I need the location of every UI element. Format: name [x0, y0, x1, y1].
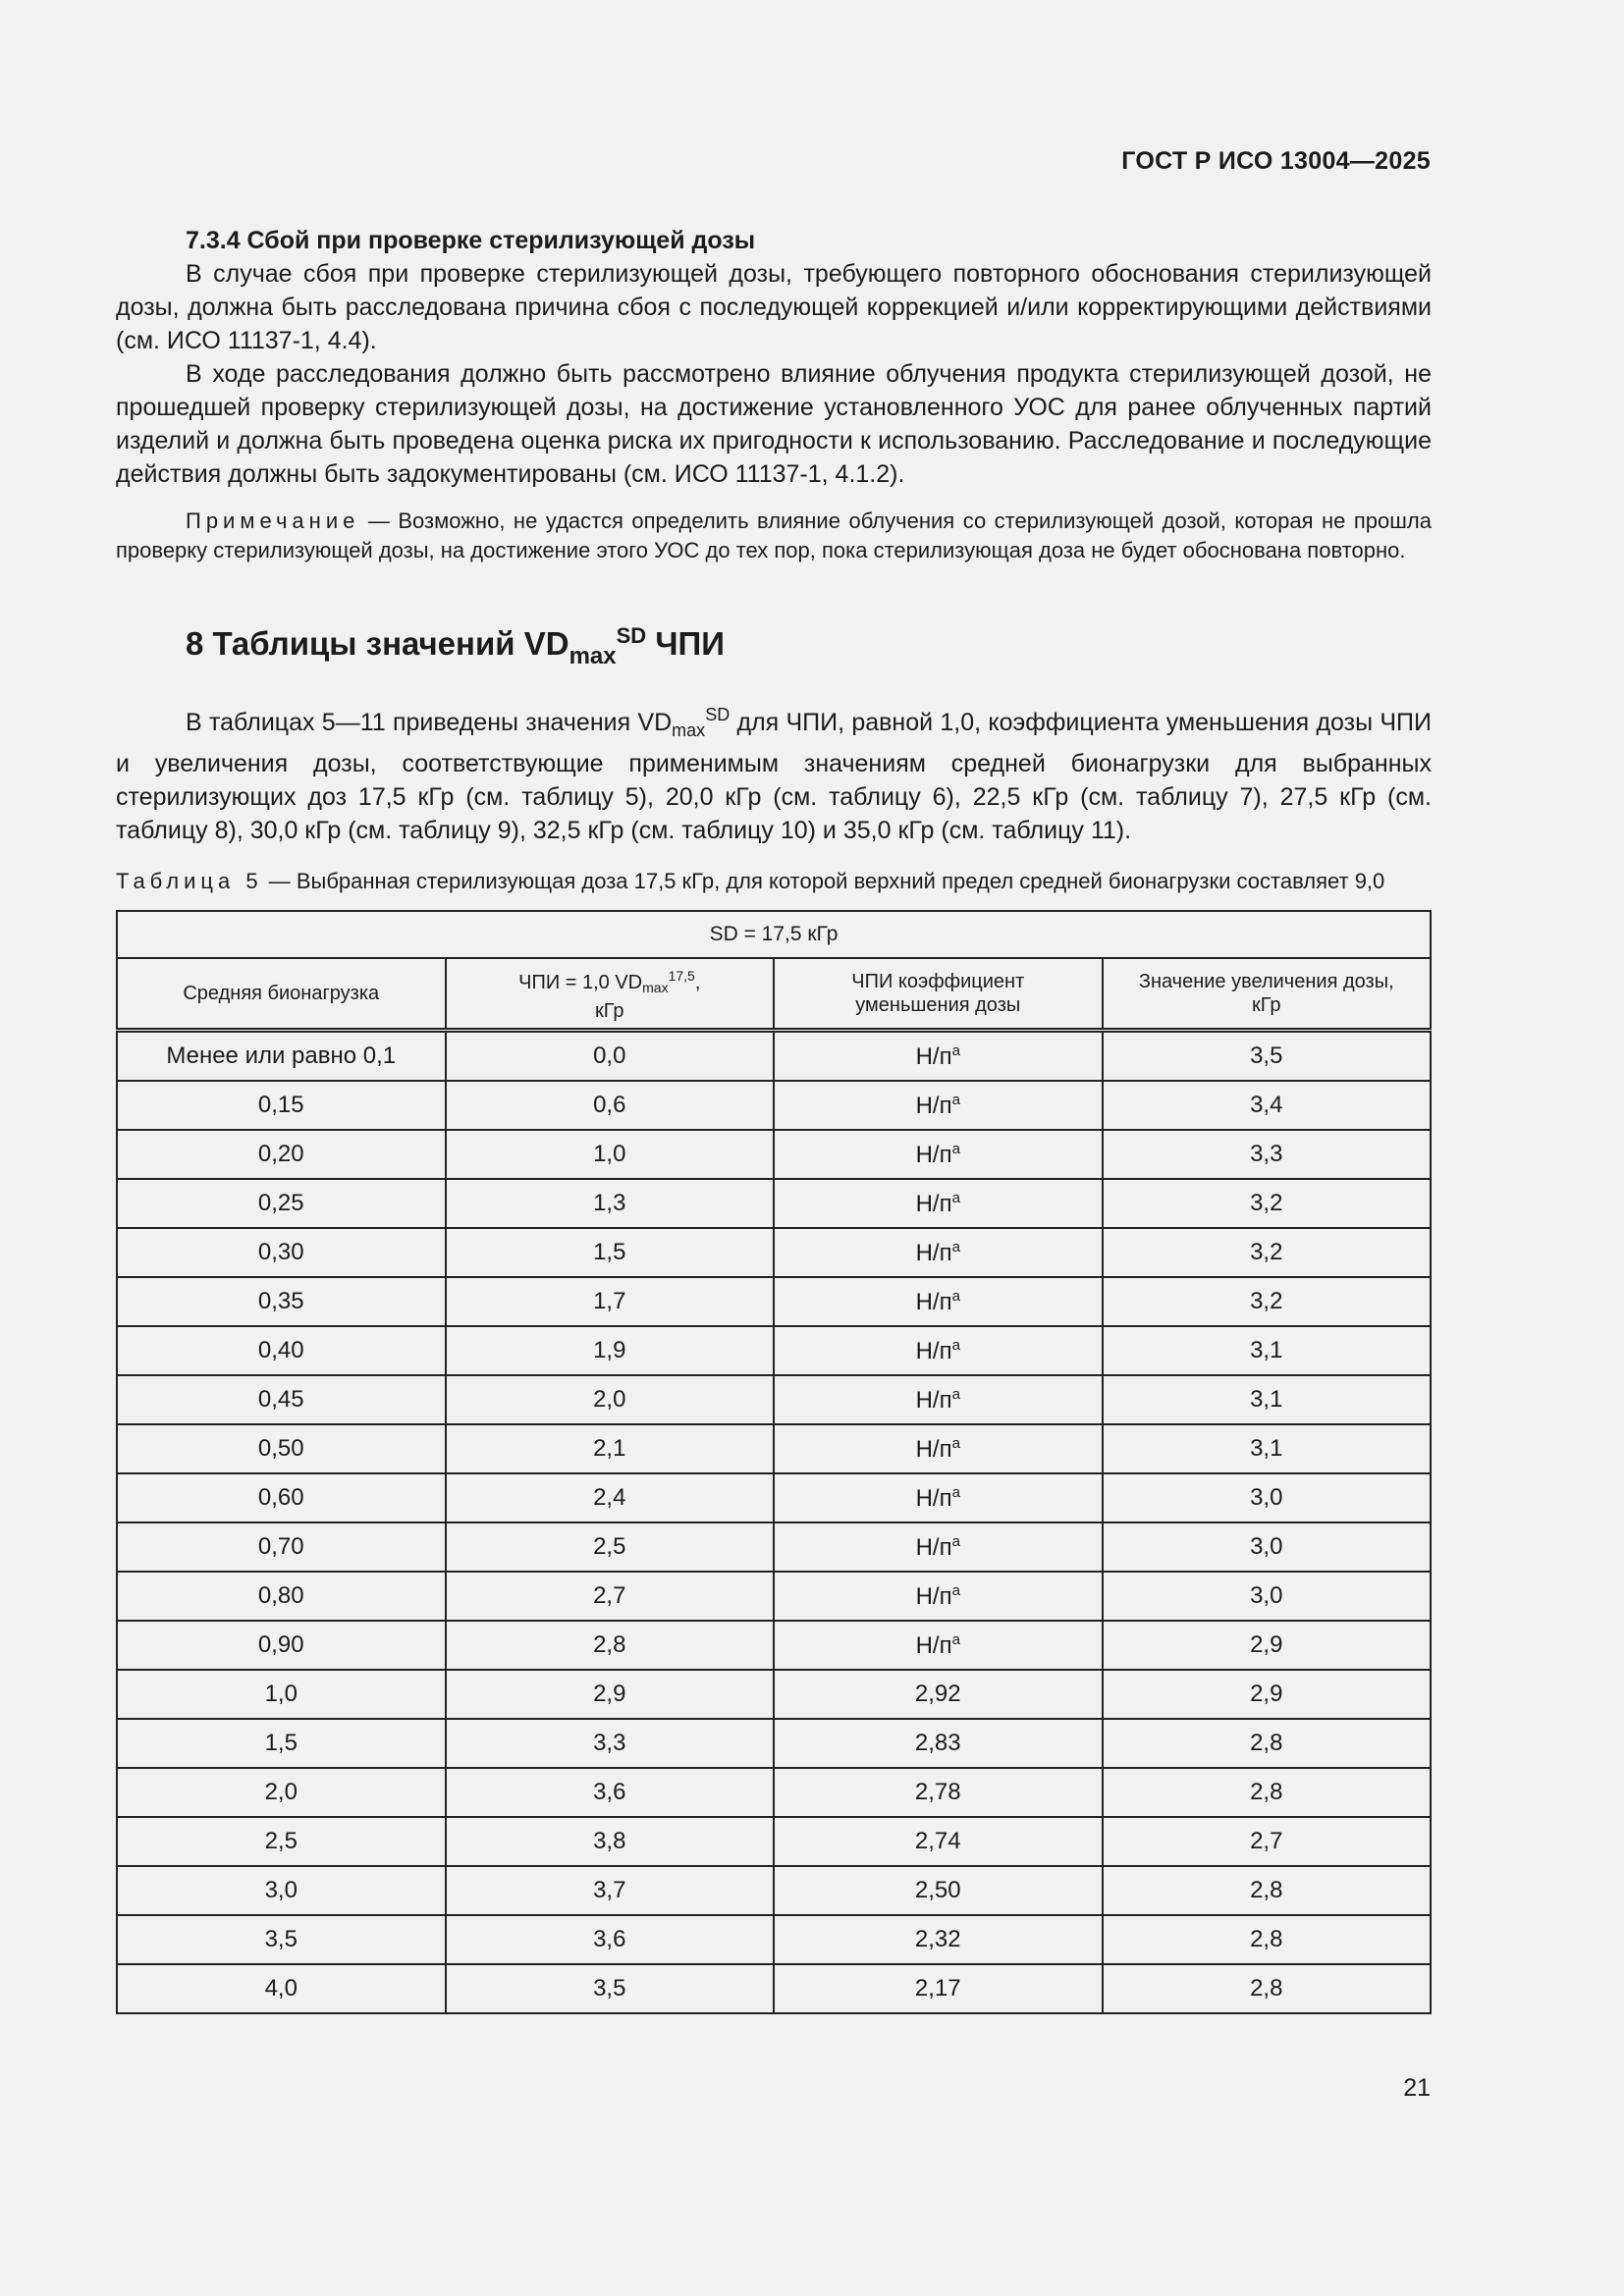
table-5-caption — [116, 867, 1432, 896]
table-row — [117, 1130, 1431, 1179]
table-sd-header: SD = 17,5 кГр — [117, 911, 1431, 958]
vdmax-cell — [446, 1572, 775, 1621]
section-8-heading — [186, 614, 1432, 678]
column-header-bioburden: Средняя бионагрузка — [117, 958, 446, 1031]
column-header-increase-line-1: Значение увеличения дозы, — [1138, 971, 1394, 992]
reduction-factor-cell — [774, 1473, 1103, 1522]
dose-increase-cell — [1103, 1179, 1432, 1228]
reduction-factor-cell-value: Н/п — [915, 1092, 952, 1119]
column-header-increase-line-2: кГр — [1251, 994, 1281, 1016]
dose-increase-cell — [1103, 1719, 1432, 1768]
dose-increase-cell — [1103, 1081, 1432, 1130]
bioburden-cell-value: 0,50 — [257, 1435, 304, 1462]
reduction-factor-cell — [774, 1719, 1103, 1768]
bioburden-cell-value: 2,0 — [264, 1779, 298, 1805]
reduction-factor-cell-value: 2,50 — [914, 1877, 961, 1903]
vdmax-cell-value: 3,5 — [593, 1975, 626, 2002]
table-caption-label: Таблица 5 — [116, 869, 263, 893]
section-8-paragraph-sub: max — [672, 721, 706, 740]
footnote-mark: a — [951, 1336, 960, 1354]
dose-increase-cell-value: 2,9 — [1250, 1681, 1283, 1707]
table-row — [117, 1375, 1431, 1424]
footnote-mark: a — [951, 1581, 960, 1599]
document-id-header: ГОСТ Р ИСО 13004—2025 — [1121, 147, 1431, 175]
bioburden-cell — [117, 1670, 446, 1719]
table-row — [117, 1326, 1431, 1375]
column-header-vdmax-sub: max — [642, 980, 669, 995]
reduction-factor-cell — [774, 1621, 1103, 1670]
dose-increase-cell — [1103, 1130, 1432, 1179]
vdmax-cell — [446, 1768, 775, 1817]
reduction-factor-cell-value: Н/п — [915, 1042, 952, 1070]
dose-increase-cell-value: 2,9 — [1250, 1631, 1283, 1658]
bioburden-cell — [117, 1572, 446, 1621]
dose-increase-cell — [1103, 1277, 1432, 1326]
reduction-factor-cell-value: 2,78 — [914, 1779, 961, 1805]
column-header-reduction-factor — [774, 958, 1103, 1031]
reduction-factor-cell-value: 2,32 — [914, 1926, 961, 1952]
bioburden-cell — [117, 1915, 446, 1964]
dose-increase-cell-value: 2,8 — [1250, 1877, 1283, 1903]
table-row — [117, 1964, 1431, 2013]
note-text: — Возможно, не удастся определить влияние облучения со стерилизующей дозой, которая не прошла проверку стерилизующей дозы, на достижение этого УОС до тех пор, пока стерилизующая доза не будет обоснована повторно. — [116, 508, 1432, 562]
bioburden-cell-value: 0,90 — [257, 1631, 304, 1658]
vdmax-cell — [446, 1817, 775, 1866]
dose-increase-cell-value: 3,0 — [1250, 1582, 1283, 1609]
vdmax-cell — [446, 1031, 775, 1082]
dose-increase-cell — [1103, 1473, 1432, 1522]
reduction-factor-cell-value: Н/п — [915, 1386, 952, 1414]
section-8-paragraph — [116, 698, 1432, 847]
reduction-factor-cell-value: 2,17 — [914, 1975, 961, 2002]
dose-increase-cell — [1103, 1228, 1432, 1277]
bioburden-cell-value: 4,0 — [264, 1975, 298, 2002]
bioburden-cell — [117, 1768, 446, 1817]
section-7-3-4-paragraph-1: В случае сбоя при проверке стерилизующей дозы, требующего повторного обоснования стерилизующей дозы, должна быть расследована причина сбоя с последующей коррекцией и/или корректирующими действиями (см. ИСО 11137-1, 4.4). — [116, 260, 1432, 354]
footnote-mark: a — [951, 1091, 960, 1108]
vdmax-cell-value: 2,8 — [593, 1631, 626, 1658]
page-number: 21 — [1403, 2074, 1431, 2102]
footnote-mark: a — [951, 1630, 960, 1648]
column-header-dose-increase — [1103, 958, 1432, 1031]
bioburden-cell — [117, 1179, 446, 1228]
footnote-mark: a — [951, 1532, 960, 1550]
reduction-factor-cell — [774, 1866, 1103, 1915]
section-8-heading-sub: max — [568, 643, 617, 669]
column-header-vdmax-suffix: , — [694, 972, 701, 993]
reduction-factor-cell — [774, 1179, 1103, 1228]
bioburden-cell — [117, 1130, 446, 1179]
reduction-factor-cell — [774, 1081, 1103, 1130]
reduction-factor-cell-value: Н/п — [915, 1337, 952, 1364]
vdmax-cell — [446, 1866, 775, 1915]
bioburden-cell-value: 2,5 — [264, 1828, 298, 1854]
bioburden-cell-value: 3,5 — [264, 1926, 298, 1952]
dose-increase-cell — [1103, 1031, 1432, 1082]
bioburden-cell — [117, 1964, 446, 2013]
reduction-factor-cell — [774, 1375, 1103, 1424]
reduction-factor-cell — [774, 1326, 1103, 1375]
reduction-factor-cell-value: Н/п — [915, 1582, 952, 1610]
table-row — [117, 1081, 1431, 1130]
table-row — [117, 1915, 1431, 1964]
table-row — [117, 1768, 1431, 1817]
vdmax-cell — [446, 1228, 775, 1277]
vdmax-cell — [446, 1326, 775, 1375]
table-row — [117, 1817, 1431, 1866]
vdmax-cell — [446, 1277, 775, 1326]
dose-increase-cell-value: 2,8 — [1250, 1926, 1283, 1952]
reduction-factor-cell — [774, 1572, 1103, 1621]
footnote-mark: a — [951, 1041, 960, 1059]
dose-increase-cell-value: 3,3 — [1250, 1141, 1283, 1167]
reduction-factor-cell — [774, 1915, 1103, 1964]
reduction-factor-cell-value: 2,74 — [914, 1828, 961, 1854]
dose-increase-cell-value: 3,1 — [1250, 1337, 1283, 1363]
section-7-3-4-heading: 7.3.4 Сбой при проверке стерилизующей дозы — [186, 227, 756, 254]
dose-increase-cell — [1103, 1572, 1432, 1621]
bioburden-cell — [117, 1866, 446, 1915]
reduction-factor-cell-value: Н/п — [915, 1533, 952, 1561]
table-row — [117, 1670, 1431, 1719]
vdmax-cell-value: 2,5 — [593, 1533, 626, 1560]
dose-increase-cell — [1103, 1522, 1432, 1572]
reduction-factor-cell-value: Н/п — [915, 1141, 952, 1168]
bioburden-cell — [117, 1522, 446, 1572]
vdmax-cell — [446, 1719, 775, 1768]
section-8-paragraph-sup: SD — [705, 705, 731, 724]
bioburden-cell-value: 0,70 — [257, 1533, 304, 1560]
table-row — [117, 1031, 1431, 1082]
dose-increase-cell-value: 3,1 — [1250, 1386, 1283, 1413]
reduction-factor-cell-value: 2,92 — [914, 1681, 961, 1707]
section-8-paragraph-suffix: для ЧПИ, равной 1,0, коэффициента уменьшения дозы ЧПИ и увеличения дозы, соответствующие применимым значениям средней бионагрузки для выбранных стерилизующих доз 17,5 кГр (см. таблицу 5), 20,0 кГр (см. таблицу 6), 22,5 кГр (см. таблицу 7), 27,5 кГр (см. таблицу 8), 30,0 кГр (см. таблицу 9), 32,5 кГр (см. таблицу 10) и 35,0 кГр (см. таблицу 11). — [116, 709, 1432, 844]
bioburden-cell-value: 0,15 — [257, 1092, 304, 1118]
dose-increase-cell-value: 3,2 — [1250, 1288, 1283, 1314]
reduction-factor-cell-value: Н/п — [915, 1190, 952, 1217]
reduction-factor-cell-value: Н/п — [915, 1484, 952, 1512]
note-label: Примечание — [186, 508, 360, 533]
column-header-vdmax — [446, 958, 775, 1031]
vdmax-cell-value: 0,6 — [593, 1092, 626, 1118]
section-8-heading-prefix: 8 Таблицы значений VD — [186, 625, 569, 662]
bioburden-cell — [117, 1424, 446, 1473]
dose-increase-cell — [1103, 1621, 1432, 1670]
reduction-factor-cell-value: Н/п — [915, 1435, 952, 1463]
bioburden-cell — [117, 1326, 446, 1375]
vdmax-cell — [446, 1473, 775, 1522]
dose-increase-cell — [1103, 1866, 1432, 1915]
bioburden-cell-value: 1,0 — [264, 1681, 298, 1707]
bioburden-cell-value: 0,40 — [257, 1337, 304, 1363]
dose-increase-cell — [1103, 1964, 1432, 2013]
bioburden-cell-value: 0,30 — [257, 1239, 304, 1265]
vdmax-cell-value: 2,1 — [593, 1435, 626, 1462]
reduction-factor-cell-value: Н/п — [915, 1631, 952, 1659]
vdmax-cell-value: 1,3 — [593, 1190, 626, 1216]
table-row — [117, 1866, 1431, 1915]
vdmax-cell-value: 1,9 — [593, 1337, 626, 1363]
table-row — [117, 1572, 1431, 1621]
column-header-vdmax-sup: 17,5 — [668, 968, 695, 984]
vdmax-cell — [446, 1179, 775, 1228]
dose-increase-cell-value: 3,2 — [1250, 1190, 1283, 1216]
dose-increase-cell-value: 3,4 — [1250, 1092, 1283, 1118]
vdmax-cell-value: 3,6 — [593, 1779, 626, 1805]
dose-increase-cell-value: 2,8 — [1250, 1975, 1283, 2002]
reduction-factor-cell — [774, 1130, 1103, 1179]
vdmax-cell-value: 3,6 — [593, 1926, 626, 1952]
dose-increase-cell — [1103, 1670, 1432, 1719]
vdmax-cell — [446, 1424, 775, 1473]
bioburden-cell — [117, 1375, 446, 1424]
dose-increase-cell-value: 2,7 — [1250, 1828, 1283, 1854]
vdmax-cell — [446, 1915, 775, 1964]
dose-increase-cell — [1103, 1768, 1432, 1817]
table-row — [117, 1179, 1431, 1228]
dose-increase-cell — [1103, 1424, 1432, 1473]
note — [116, 507, 1432, 565]
column-header-vdmax-prefix: ЧПИ = 1,0 VD — [518, 972, 643, 993]
footnote-mark: a — [951, 1434, 960, 1452]
vdmax-cell-value: 2,4 — [593, 1484, 626, 1511]
reduction-factor-cell-value: 2,83 — [914, 1730, 961, 1756]
dose-increase-cell-value: 3,0 — [1250, 1484, 1283, 1511]
dose-increase-cell-value: 2,8 — [1250, 1779, 1283, 1805]
footnote-mark: a — [951, 1189, 960, 1206]
bioburden-cell-value: 0,80 — [257, 1582, 304, 1609]
bioburden-cell-value: 0,60 — [257, 1484, 304, 1511]
vdmax-cell — [446, 1621, 775, 1670]
vdmax-cell — [446, 1130, 775, 1179]
bioburden-cell — [117, 1621, 446, 1670]
table-row — [117, 1277, 1431, 1326]
vdmax-cell — [446, 1522, 775, 1572]
table-row — [117, 1719, 1431, 1768]
bioburden-cell-value: 1,5 — [264, 1730, 298, 1756]
table-caption-text: — Выбранная стерилизующая доза 17,5 кГр, для которой верхний предел средней бионагрузки составляет 9,0 — [262, 869, 1385, 893]
table-row — [117, 1621, 1431, 1670]
reduction-factor-cell-value: Н/п — [915, 1239, 952, 1266]
section-8-heading-sup: SD — [616, 623, 647, 648]
vdmax-cell-value: 1,5 — [593, 1239, 626, 1265]
dose-increase-cell-value: 3,1 — [1250, 1435, 1283, 1462]
table-row — [117, 1424, 1431, 1473]
reduction-factor-cell — [774, 1277, 1103, 1326]
dose-increase-cell-value: 3,5 — [1250, 1042, 1283, 1069]
bioburden-cell-value: 0,35 — [257, 1288, 304, 1314]
dose-increase-cell-value: 3,0 — [1250, 1533, 1283, 1560]
vdmax-cell-value: 3,7 — [593, 1877, 626, 1903]
vdmax-cell — [446, 1375, 775, 1424]
bioburden-cell-value: Менее или равно 0,1 — [166, 1042, 397, 1069]
section-8-paragraph-prefix: В таблицах 5—11 приведены значения VD — [186, 709, 673, 736]
bioburden-cell — [117, 1228, 446, 1277]
table-body — [117, 1031, 1431, 2014]
column-header-vdmax-unit: кГр — [594, 1000, 624, 1022]
bioburden-cell — [117, 1817, 446, 1866]
vdmax-cell — [446, 1964, 775, 2013]
footnote-mark: a — [951, 1483, 960, 1501]
footnote-mark: a — [951, 1140, 960, 1157]
dose-increase-cell — [1103, 1326, 1432, 1375]
vdmax-cell — [446, 1081, 775, 1130]
footnote-mark: a — [951, 1385, 960, 1403]
section-8-heading-suffix: ЧПИ — [646, 625, 725, 662]
table-5 — [116, 910, 1432, 2014]
column-header-reduction-line-2: уменьшения дозы — [855, 994, 1021, 1016]
vdmax-cell-value: 1,7 — [593, 1288, 626, 1314]
bioburden-cell-value: 0,45 — [257, 1386, 304, 1413]
dose-increase-cell-value: 2,8 — [1250, 1730, 1283, 1756]
reduction-factor-cell — [774, 1964, 1103, 2013]
vdmax-cell-value: 2,9 — [593, 1681, 626, 1707]
reduction-factor-cell — [774, 1670, 1103, 1719]
table-row — [117, 1228, 1431, 1277]
page-content — [116, 224, 1432, 2014]
dose-increase-cell — [1103, 1817, 1432, 1866]
table-row — [117, 1473, 1431, 1522]
footnote-mark: a — [951, 1238, 960, 1255]
dose-increase-cell — [1103, 1915, 1432, 1964]
bioburden-cell — [117, 1277, 446, 1326]
bioburden-cell — [117, 1081, 446, 1130]
bioburden-cell-value: 3,0 — [264, 1877, 298, 1903]
vdmax-cell-value: 3,3 — [593, 1730, 626, 1756]
bioburden-cell — [117, 1473, 446, 1522]
vdmax-cell-value: 1,0 — [593, 1141, 626, 1167]
footnote-mark: a — [951, 1287, 960, 1305]
section-7-3-4-paragraph-2: В ходе расследования должно быть рассмотрено влияние облучения продукта стерилизующей дозой, не прошедшей проверку стерилизующей дозы, на достижение установленного УОС для ранее облученных партий изделий и должна быть проведена оценка риска их пригодности к использованию. Расследование и последующие действия должны быть задокументированы (см. ИСО 11137-1, 4.1.2). — [116, 360, 1432, 488]
table-row — [117, 1522, 1431, 1572]
bioburden-cell-value: 0,25 — [257, 1190, 304, 1216]
reduction-factor-cell — [774, 1817, 1103, 1866]
vdmax-cell-value: 0,0 — [593, 1042, 626, 1069]
vdmax-cell — [446, 1670, 775, 1719]
reduction-factor-cell — [774, 1424, 1103, 1473]
dose-increase-cell-value: 3,2 — [1250, 1239, 1283, 1265]
bioburden-cell — [117, 1719, 446, 1768]
reduction-factor-cell — [774, 1031, 1103, 1082]
bioburden-cell-value: 0,20 — [257, 1141, 304, 1167]
reduction-factor-cell — [774, 1768, 1103, 1817]
reduction-factor-cell-value: Н/п — [915, 1288, 952, 1315]
vdmax-cell-value: 3,8 — [593, 1828, 626, 1854]
vdmax-cell-value: 2,0 — [593, 1386, 626, 1413]
dose-increase-cell — [1103, 1375, 1432, 1424]
reduction-factor-cell — [774, 1228, 1103, 1277]
reduction-factor-cell — [774, 1522, 1103, 1572]
column-header-reduction-line-1: ЧПИ коэффициент — [851, 971, 1025, 992]
vdmax-cell-value: 2,7 — [593, 1582, 626, 1609]
bioburden-cell — [117, 1031, 446, 1082]
